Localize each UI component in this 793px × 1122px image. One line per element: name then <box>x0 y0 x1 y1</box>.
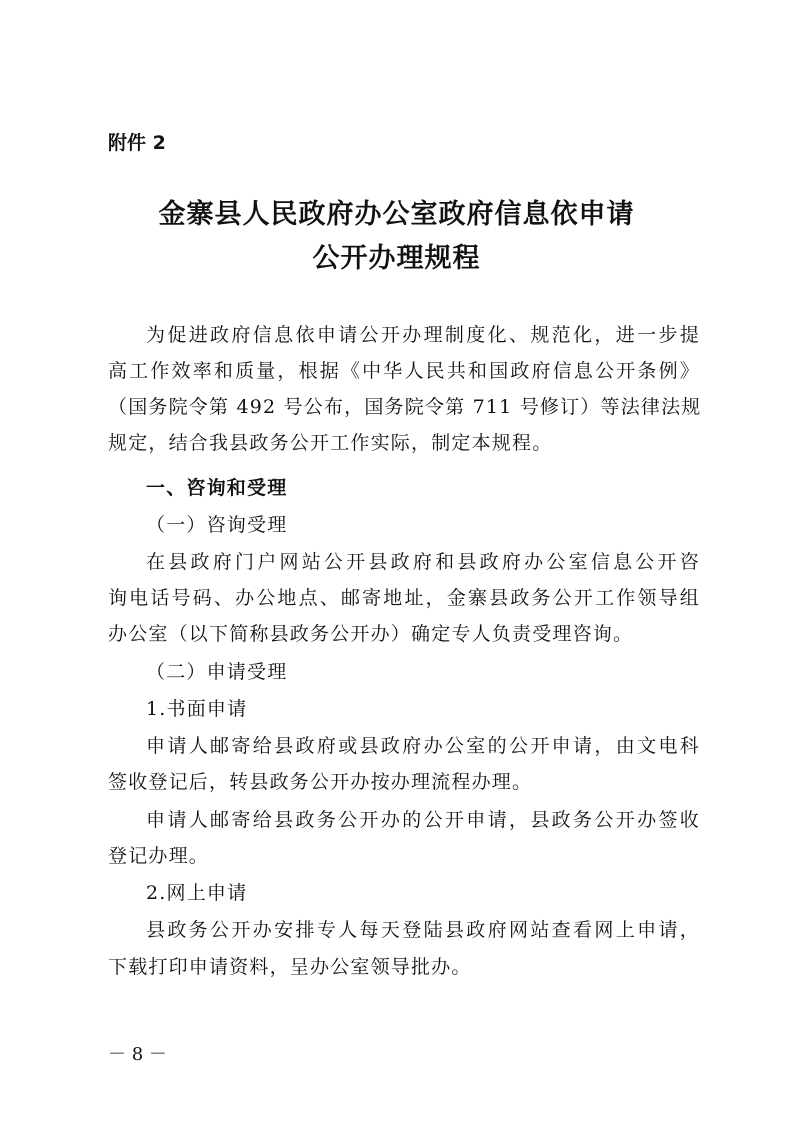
page-number: － 8 － <box>108 1044 167 1065</box>
subsection-heading-consult: （一）咨询受理 <box>146 514 288 536</box>
intro-line-2: 高工作效率和质量，根据《中华人民共和国政府信息公开条例》 <box>108 360 700 382</box>
item-heading-online: 2.网上申请 <box>146 882 248 904</box>
online-line-2: 下载打印申请资料，呈办公室领导批办。 <box>108 956 472 978</box>
written-line-1: 申请人邮寄给县政府或县政府办公室的公开申请，由文电科 <box>146 735 700 757</box>
intro-line-3: （国务院令第 492 号公布，国务院令第 711 号修订）等法律法规 <box>108 396 702 418</box>
written-line-4: 登记办理。 <box>108 845 210 867</box>
consult-line-1: 在县政府门户网站公开县政府和县政府办公室信息公开咨 <box>146 551 700 573</box>
intro-line-1: 为促进政府信息依申请公开办理制度化、规范化，进一步提 <box>146 324 700 346</box>
consult-line-3: 办公室（以下简称县政务公开办）确定专人负责受理咨询。 <box>108 623 634 645</box>
document-title-line-2: 公开办理规程 <box>312 243 481 274</box>
document-title-line-1: 金寨县人民政府办公室政府信息依申请 <box>158 199 635 230</box>
written-line-3: 申请人邮寄给县政务公开办的公开申请，县政务公开办签收 <box>146 809 700 831</box>
section-heading-consult-accept: 一、咨询和受理 <box>146 477 288 499</box>
consult-line-2: 询电话号码、办公地点、邮寄地址，金寨县政务公开工作领导组 <box>108 587 700 609</box>
subsection-heading-application: （二）申请受理 <box>146 661 288 683</box>
written-line-2: 签收登记后，转县政务公开办按办理流程办理。 <box>108 771 533 793</box>
intro-line-4: 规定，结合我县政务公开工作实际，制定本规程。 <box>108 432 553 454</box>
attachment-label: 附件 2 <box>108 132 166 154</box>
online-line-1: 县政务公开办安排专人每天登陆县政府网站查看网上申请， <box>146 919 700 941</box>
item-heading-written: 1.书面申请 <box>146 698 248 720</box>
